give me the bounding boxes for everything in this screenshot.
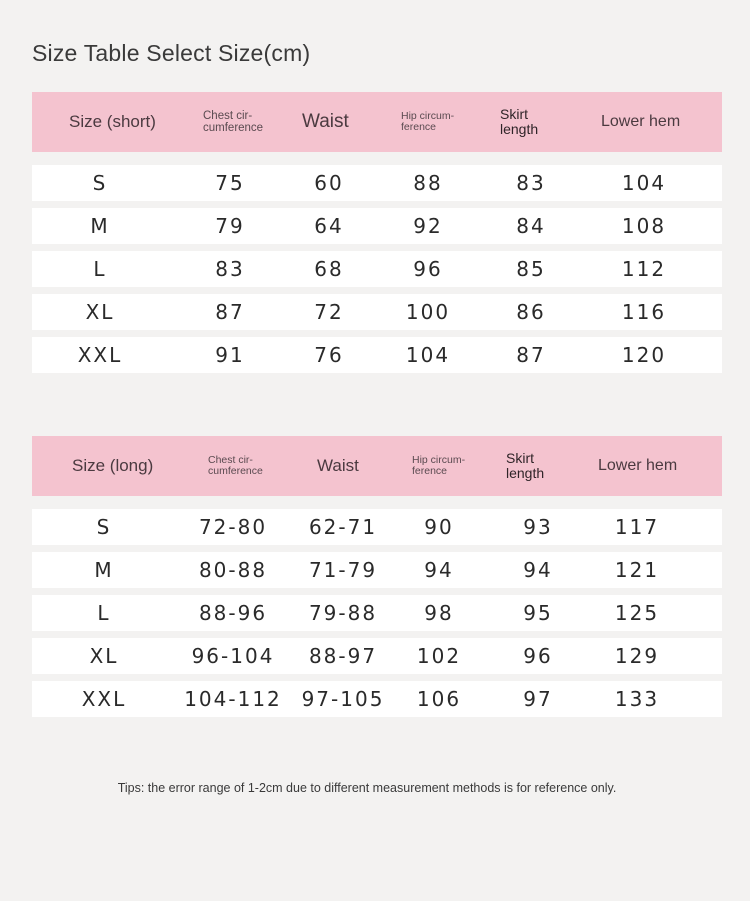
cell-lower-hem: 117 (614, 515, 660, 539)
cell-waist: 68 (314, 257, 344, 281)
header-lower-hem: Lower hem (601, 112, 681, 130)
cell-lower-hem: 121 (614, 558, 660, 582)
cell-skirt-length: 86 (516, 300, 546, 324)
page-title: Size Table Select Size(cm) (32, 40, 311, 66)
cell-lower-hem: 125 (614, 601, 660, 625)
cell-chest: 83 (215, 257, 245, 281)
cell-lower-hem: 129 (614, 644, 660, 668)
cell-skirt-length: 97 (523, 687, 553, 711)
header-hip: Hip circum- ference (401, 109, 455, 133)
cell-size: L (97, 601, 111, 625)
cell-waist: 97-105 (301, 687, 385, 711)
cell-size: S (96, 515, 112, 539)
table-row (32, 552, 722, 588)
table-header (32, 436, 722, 496)
table-body (32, 165, 722, 373)
cell-chest: 96-104 (191, 644, 275, 668)
cell-skirt-length: 96 (523, 644, 553, 668)
table-row (32, 595, 722, 631)
size-table-long (32, 436, 722, 717)
cell-chest: 104-112 (184, 687, 282, 711)
cell-waist: 76 (314, 343, 344, 367)
table-row (32, 509, 722, 545)
cell-lower-hem: 104 (621, 171, 667, 195)
header-waist: Waist (302, 111, 349, 133)
cell-chest: 79 (215, 214, 245, 238)
cell-chest: 91 (215, 343, 245, 367)
cell-chest: 72-80 (198, 515, 268, 539)
cell-chest: 87 (215, 300, 245, 324)
table-row (32, 251, 722, 287)
header-lower-hem: Lower hem (598, 456, 678, 474)
cell-lower-hem: 120 (621, 343, 667, 367)
cell-chest: 75 (215, 171, 245, 195)
cell-waist: 71-79 (308, 558, 378, 582)
header-waist: Waist (317, 456, 359, 476)
cell-skirt-length: 95 (523, 601, 553, 625)
table-row (32, 681, 722, 717)
header-chest: Chest cir- cumference (208, 453, 263, 477)
header-size: Size (long) (72, 456, 154, 476)
cell-skirt-length: 84 (516, 214, 546, 238)
cell-lower-hem: 108 (621, 214, 667, 238)
cell-hip: 100 (405, 300, 451, 324)
cell-size: M (94, 558, 114, 582)
cell-waist: 72 (314, 300, 344, 324)
size-table-short (32, 92, 722, 373)
cell-size: XXL (77, 343, 123, 367)
cell-size: S (92, 171, 108, 195)
cell-waist: 79-88 (308, 601, 378, 625)
cell-skirt-length: 93 (523, 515, 553, 539)
cell-waist: 60 (314, 171, 344, 195)
cell-lower-hem: 116 (621, 300, 667, 324)
cell-size: XXL (81, 687, 127, 711)
cell-hip: 94 (424, 558, 454, 582)
table-row (32, 337, 722, 373)
cell-size: XL (89, 644, 119, 668)
cell-hip: 88 (413, 171, 443, 195)
table-row (32, 294, 722, 330)
cell-chest: 88-96 (198, 601, 268, 625)
cell-hip: 102 (416, 644, 462, 668)
cell-hip: 90 (424, 515, 454, 539)
cell-size: XL (85, 300, 115, 324)
cell-hip: 92 (413, 214, 443, 238)
header-skirt-length: Skirt length (506, 450, 545, 481)
table-header (32, 92, 722, 152)
cell-hip: 96 (413, 257, 443, 281)
cell-hip: 104 (405, 343, 451, 367)
header-hip: Hip circum- ference (412, 453, 466, 477)
cell-skirt-length: 87 (516, 343, 546, 367)
cell-hip: 98 (424, 601, 454, 625)
cell-lower-hem: 112 (621, 257, 667, 281)
cell-skirt-length: 94 (523, 558, 553, 582)
table-row (32, 638, 722, 674)
header-chest: Chest cir- cumference (203, 109, 264, 134)
cell-waist: 64 (314, 214, 344, 238)
tips-note: Tips: the error range of 1-2cm due to different measurement methods is for reference only. (117, 781, 617, 795)
table-row (32, 208, 722, 244)
cell-hip: 106 (416, 687, 462, 711)
cell-waist: 62-71 (308, 515, 378, 539)
cell-waist: 88-97 (308, 644, 378, 668)
cell-size: M (90, 214, 110, 238)
cell-size: L (93, 257, 107, 281)
cell-skirt-length: 85 (516, 257, 546, 281)
header-size: Size (short) (69, 112, 156, 132)
cell-skirt-length: 83 (516, 171, 546, 195)
cell-chest: 80-88 (198, 558, 268, 582)
cell-lower-hem: 133 (614, 687, 660, 711)
table-row (32, 165, 722, 201)
table-body (32, 509, 722, 717)
header-skirt-length: Skirt length (500, 106, 539, 137)
